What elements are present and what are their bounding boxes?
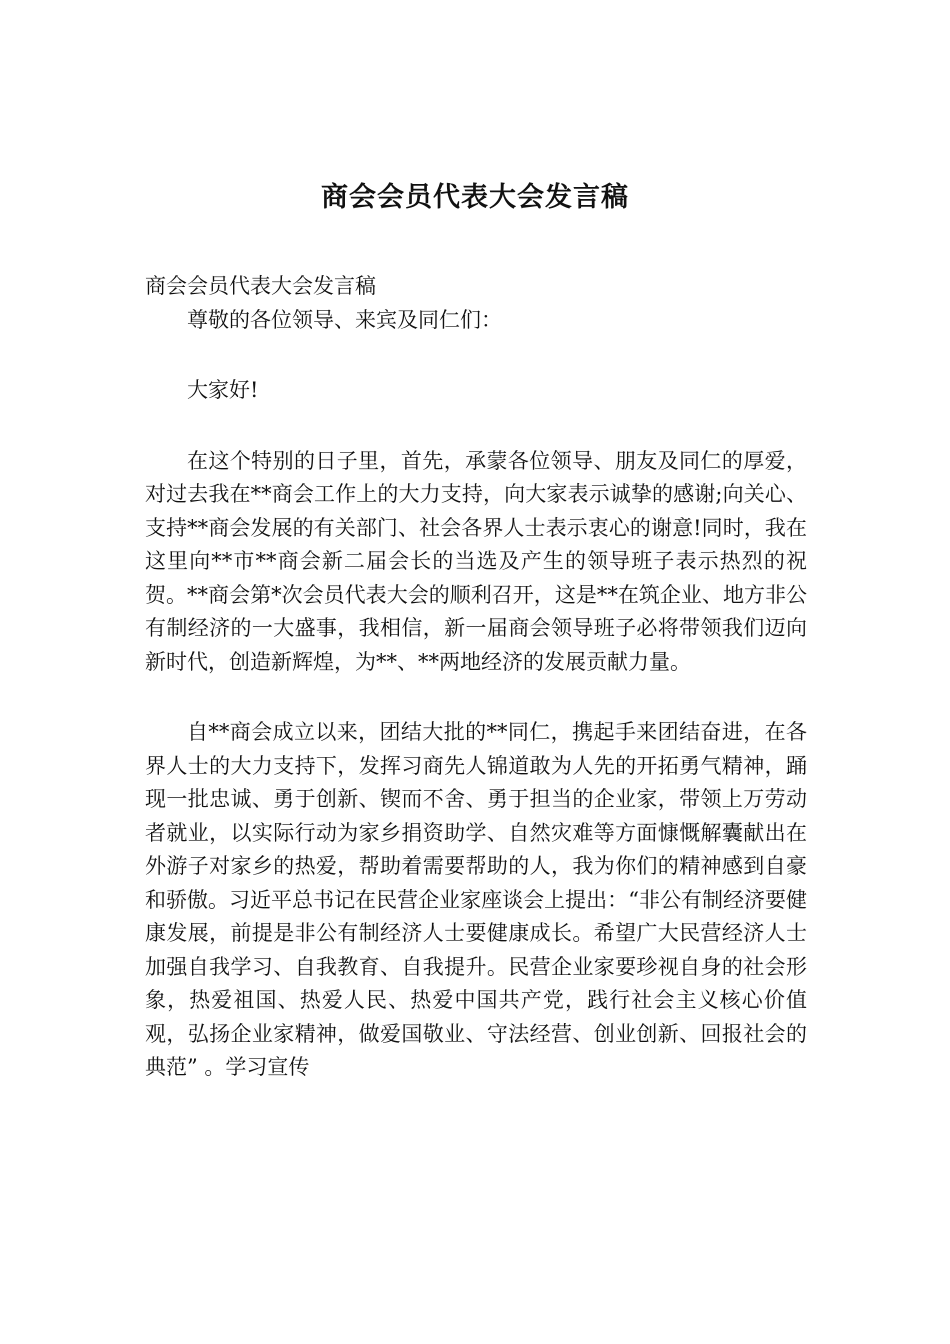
document-title: 商会会员代表大会发言稿 — [321, 182, 629, 213]
greeting: 大家好! — [187, 378, 259, 402]
salutation: 尊敬的各位领导、来宾及同仁们： — [187, 307, 502, 332]
body-paragraph-1: 在这个特别的日子里，首先，承蒙各位领导、朋友及同仁的厚爱，对过去我在**商会工作上的大力支持，向大家表示诚挚的感谢;向关心、支持**商会发展的有关部门、社会各界人士表示衷心的谢意!同时，我在这里向**市**商会新二届会长的当选及产生的领导班子表示热烈的祝贺。**商会第*次会员代表大会的顺利召开，这是**在筑企业、地方非公有制经济的一大盛事，我相信，新一届商会领导班子必将带领我们迈向新时代，创造新辉煌，为**、**两地经济的发展贡献力量。 — [145, 448, 807, 674]
document-subtitle: 商会会员代表大会发言稿 — [145, 274, 376, 298]
body-paragraph-2: 自**商会成立以来，团结大批的**同仁，携起手来团结奋进，在各界人士的大力支持下，发挥习商先人锦道敢为人先的开拓勇气精神，踊现一批忠诚、勇于创新、锲而不舍、勇于担当的企业家，带领上万劳动者就业，以实际行动为家乡捐资助学、自然灾难等方面慷慨解囊献出在外游子对家乡的热爱，帮助着需要帮助的人，我为你们的精神感到自豪和骄傲。习近平总书记在民营企业家座谈会上提出：“非公有制经济要健康发展，前提是非公有制经济人士要健康成长。希望广大民营经济人士加强自我学习、自我教育、自我提升。民营企业家要珍视自身的社会形象，热爱祖国、热爱人民、热爱中国共产党，践行社会主义核心价值观，弘扬企业家精神，做爱国敬业、守法经营、创业创新、回报社会的典范” 。学习宣传 — [145, 720, 807, 1079]
document-body — [145, 270, 807, 1085]
